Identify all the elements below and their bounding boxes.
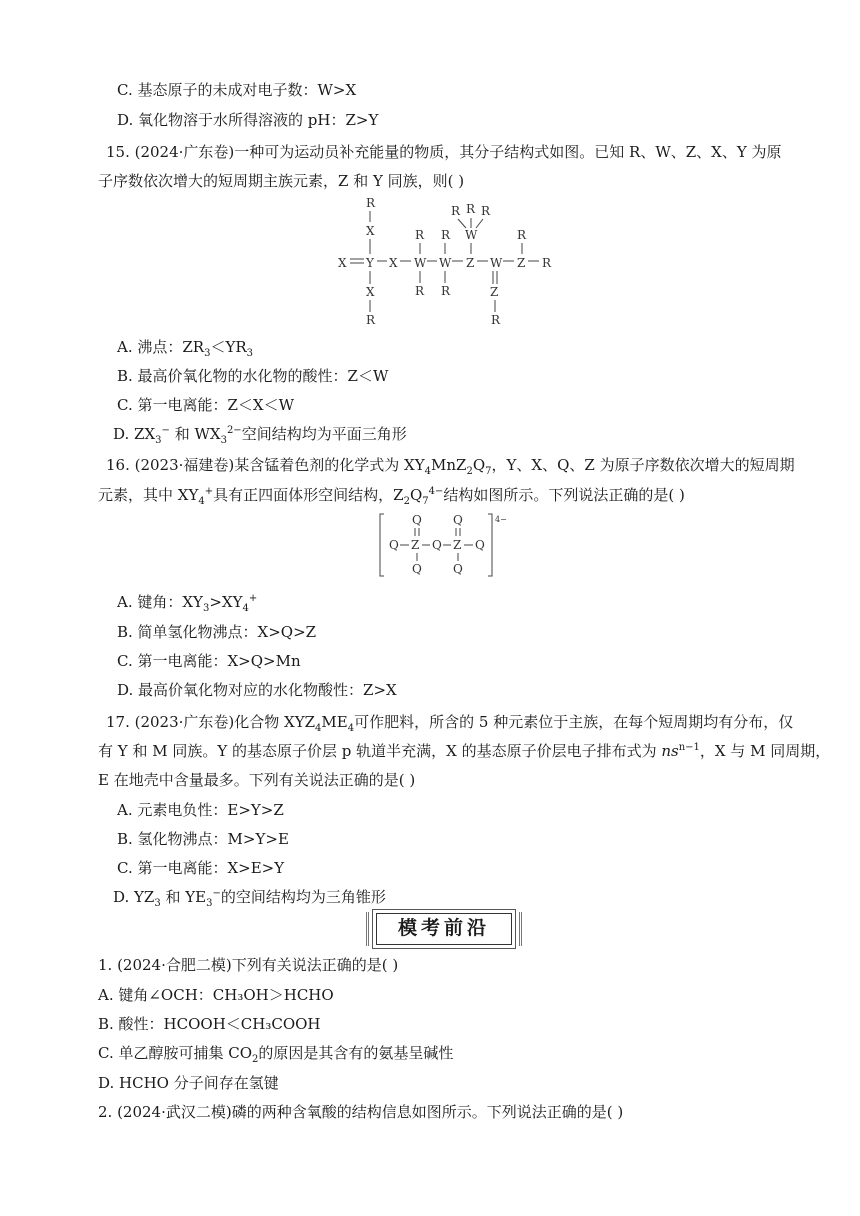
atom: W	[414, 256, 427, 270]
atom: R	[441, 228, 451, 242]
q15-option-b: B. 最高价氧化物的水化物的酸性：Z＜W	[117, 367, 389, 385]
atom: Q	[412, 562, 422, 576]
q17-option-c: C. 第一电离能：X>E>Y	[117, 859, 285, 877]
q17-option-d: D. $YZ_3$ 和 $YE_3^-$的空间结构均为三角锥形	[113, 888, 386, 909]
atom: R	[466, 202, 476, 216]
atom: Q	[389, 538, 399, 552]
atom: Z	[411, 538, 420, 552]
atom: R	[451, 204, 461, 218]
atom: R	[415, 228, 425, 242]
q15-option-a: A. 沸点：$ZR_3<YR_3$	[117, 338, 254, 359]
q16-option-c: C. 第一电离能：X>Q>Mn	[117, 652, 301, 670]
question-17-line-2: 有 Y 和 M 同族。Y 的基态原子价层 p 轨道半充满，X 的基态原子价层电子排布式为 $ns^{n-1}$，X 与 M 同周期，	[98, 742, 831, 760]
mock-question-1: 1. (2024·合肥二模)下列有关说法正确的是( )	[98, 956, 399, 974]
mock-q1-option-a: A. 键角∠OCH：CH₃OH＞HCHO	[98, 986, 334, 1004]
atom: Q	[432, 538, 442, 552]
q16-option-d: D. 最高价氧化物对应的水化物酸性：Z>X	[117, 681, 397, 699]
mock-q1-option-b: B. 酸性：HCOOH＜CH₃COOH	[98, 1015, 321, 1033]
atom: X	[389, 256, 398, 270]
atom: R	[441, 284, 451, 298]
atom: X	[366, 224, 375, 238]
atom: Z	[490, 285, 499, 299]
atom: Z	[517, 256, 526, 270]
question-17-line-1: 17. (2023·广东卷)化合物 $XYZ_4ME_4$可作肥料，所含的 5 种元素位于主族，在每个短周期均有分布，仅	[106, 713, 794, 734]
q15-option-d: D. $ZX_3^-$ 和 $WX_3^{2-}$空间结构均为平面三角形	[113, 425, 407, 446]
option-d-prev: D. 氧化物溶于水所得溶液的 pH：Z>Y	[117, 111, 379, 129]
atom: R	[366, 313, 376, 327]
atom: R	[415, 284, 425, 298]
mock-question-2: 2. (2024·武汉二模)磷的两种含氧酸的结构信息如图所示。下列说法正确的是( )	[98, 1103, 624, 1121]
atom: Q	[412, 513, 422, 527]
q16-option-b: B. 简单氢化物沸点：X>Q>Z	[117, 623, 317, 641]
atom: Z	[453, 538, 462, 552]
section-banner	[366, 912, 522, 946]
q16-option-a: A. 键角：$XY_3>XY_4^+$	[117, 593, 258, 614]
structure-16-diagram	[378, 510, 518, 580]
mock-q1-option-d: D. HCHO 分子间存在氢键	[98, 1074, 279, 1092]
mock-q1-option-c: C. 单乙醇胺可捕集 $CO_2$的原因是其含有的氨基呈碱性	[98, 1044, 454, 1065]
question-16-line-2: 元素，其中 $XY_4^+$具有正四面体形空间结构，$Z_2Q_7^{4-}$结构如图所示。下列说法正确的是( )	[98, 486, 685, 507]
atom: R	[542, 256, 552, 270]
q15-option-c: C. 第一电离能：Z＜X＜W	[117, 396, 294, 414]
atom: Z	[466, 256, 475, 270]
option-c-prev: C. 基态原子的未成对电子数：W>X	[117, 81, 357, 99]
question-16-line-1: 16. (2023·福建卷)某含锰着色剂的化学式为 $XY_4MnZ_2Q_7$，Y、X、Q、Z 为原子序数依次增大的短周期	[106, 456, 795, 477]
question-17-line-3: E 在地壳中含量最多。下列有关说法正确的是( )	[98, 771, 416, 789]
structure-15-diagram	[330, 195, 570, 330]
atom: X	[338, 256, 347, 270]
atom: W	[465, 228, 478, 242]
atom: R	[491, 313, 501, 327]
question-15-line-2: 子序数依次增大的短周期主族元素，Z 和 Y 同族，则( )	[98, 172, 465, 190]
question-15-line-1: 15. (2024·广东卷)一种可为运动员补充能量的物质，其分子结构式如图。已知 R、W、Z、X、Y 为原	[106, 143, 782, 161]
atom: Q	[453, 513, 463, 527]
banner-title: 模考前沿	[376, 913, 512, 945]
charge-label: 4−	[495, 515, 507, 524]
atom: Q	[475, 538, 485, 552]
q17-option-a: A. 元素电负性：E>Y>Z	[117, 801, 284, 819]
q17-option-b: B. 氢化物沸点：M>Y>E	[117, 830, 289, 848]
atom: Q	[453, 562, 463, 576]
atom: W	[490, 256, 503, 270]
atom: R	[517, 228, 527, 242]
atom: X	[366, 285, 375, 299]
atom: W	[439, 256, 452, 270]
atom: Y	[366, 256, 374, 270]
atom: R	[481, 204, 491, 218]
atom: R	[366, 196, 376, 210]
